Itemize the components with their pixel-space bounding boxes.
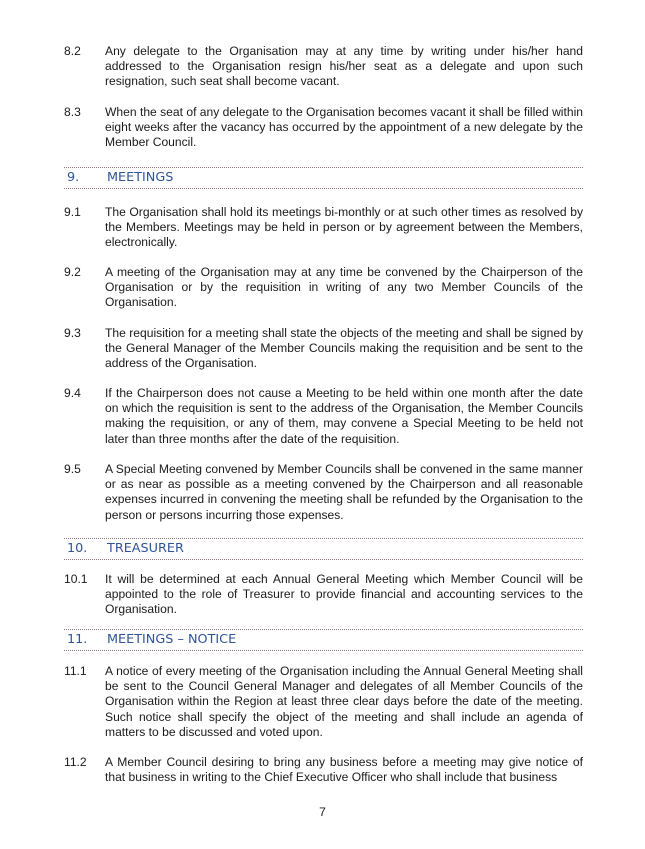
clause-number: 9.1 — [64, 205, 81, 219]
section-heading-meetings — [64, 167, 583, 189]
clause-text: The Organisation shall hold its meetings bi-monthly or at such other times as resolved by the Members. Meetings may be held in person or by agreement between the Members, electronically. — [105, 205, 583, 250]
clause-number: 11.2 — [64, 755, 87, 769]
clause-text: The requisition for a meeting shall state the objects of the meeting and shall be signed by the General Manager of the Member Councils making the requisition and be sent to the address of the Organisation. — [105, 326, 583, 371]
clause-text: When the seat of any delegate to the Organisation becomes vacant it shall be filled within eight weeks after the vacancy has occurred by the appointment of a new delegate by the Member Council. — [105, 105, 583, 150]
clause-number: 9.4 — [64, 386, 81, 400]
clause-9-4 — [64, 386, 583, 447]
section-heading-meetings-notice — [64, 629, 583, 651]
section-title: TREASURER — [107, 541, 184, 556]
clause-11-1 — [64, 664, 583, 740]
clause-text: If the Chairperson does not cause a Meeting to be held within one month after the date on which the requisition is sent to the address of the Organisation, the Member Councils making the requisition, or any of them, may convene a Special Meeting to be held not later than three months after the date of the requisition. — [105, 386, 583, 446]
section-heading-treasurer — [64, 538, 583, 560]
section-title: MEETINGS – NOTICE — [107, 632, 237, 647]
clause-text: It will be determined at each Annual General Meeting which Member Council will be appointed to the role of Treasurer to provide financial and accounting services to the Organisation. — [105, 572, 583, 617]
section-title: MEETINGS — [107, 170, 174, 185]
clause-8-3 — [64, 105, 583, 151]
clause-number: 10.1 — [64, 572, 88, 586]
clause-number: 9.3 — [64, 326, 81, 340]
clause-number: 9.5 — [64, 462, 81, 476]
clause-text: A Member Council desiring to bring any business before a meeting may give notice of that business in writing to the Chief Executive Officer who shall include that business — [105, 755, 583, 785]
clause-9-5 — [64, 462, 583, 523]
clause-number: 9.2 — [64, 265, 81, 279]
clause-number: 11.1 — [64, 664, 87, 678]
section-number: 9. — [67, 170, 80, 185]
clause-number: 8.2 — [64, 44, 81, 58]
clause-9-2 — [64, 265, 583, 311]
clause-10-1 — [64, 572, 583, 618]
clause-text: Any delegate to the Organisation may at any time by writing under his/her hand addressed to the Organisation resign his/her seat as a delegate and upon such resignation, such seat shall become vacant. — [105, 44, 583, 89]
clause-text: A notice of every meeting of the Organisation including the Annual General Meeting shall be sent to the Council General Manager and delegates of all Member Councils of the Organisation within the Region at least three clear days before the date of the meeting. Such notice shall specify the object of the meeting and shall include an agenda of matters to be discussed and voted upon. — [105, 664, 583, 739]
clause-9-1 — [64, 205, 583, 251]
section-number: 10. — [67, 541, 88, 556]
clause-number: 8.3 — [64, 105, 81, 119]
clause-8-2 — [64, 44, 583, 90]
clause-9-3 — [64, 326, 583, 372]
section-number: 11. — [67, 632, 88, 647]
clause-text: A meeting of the Organisation may at any time be convened by the Chairperson of the Organisation or by the requisition in writing of any two Member Councils of the Organisation. — [105, 265, 583, 310]
clause-11-2 — [64, 755, 583, 785]
page-number: 7 — [319, 805, 326, 819]
clause-text: A Special Meeting convened by Member Councils shall be convened in the same manner or as near as possible as a meeting convened by the Chairperson and all reasonable expenses incurred in convening the meeting shall be refunded by the Organisation to the person or persons incurring those expenses. — [105, 462, 583, 522]
